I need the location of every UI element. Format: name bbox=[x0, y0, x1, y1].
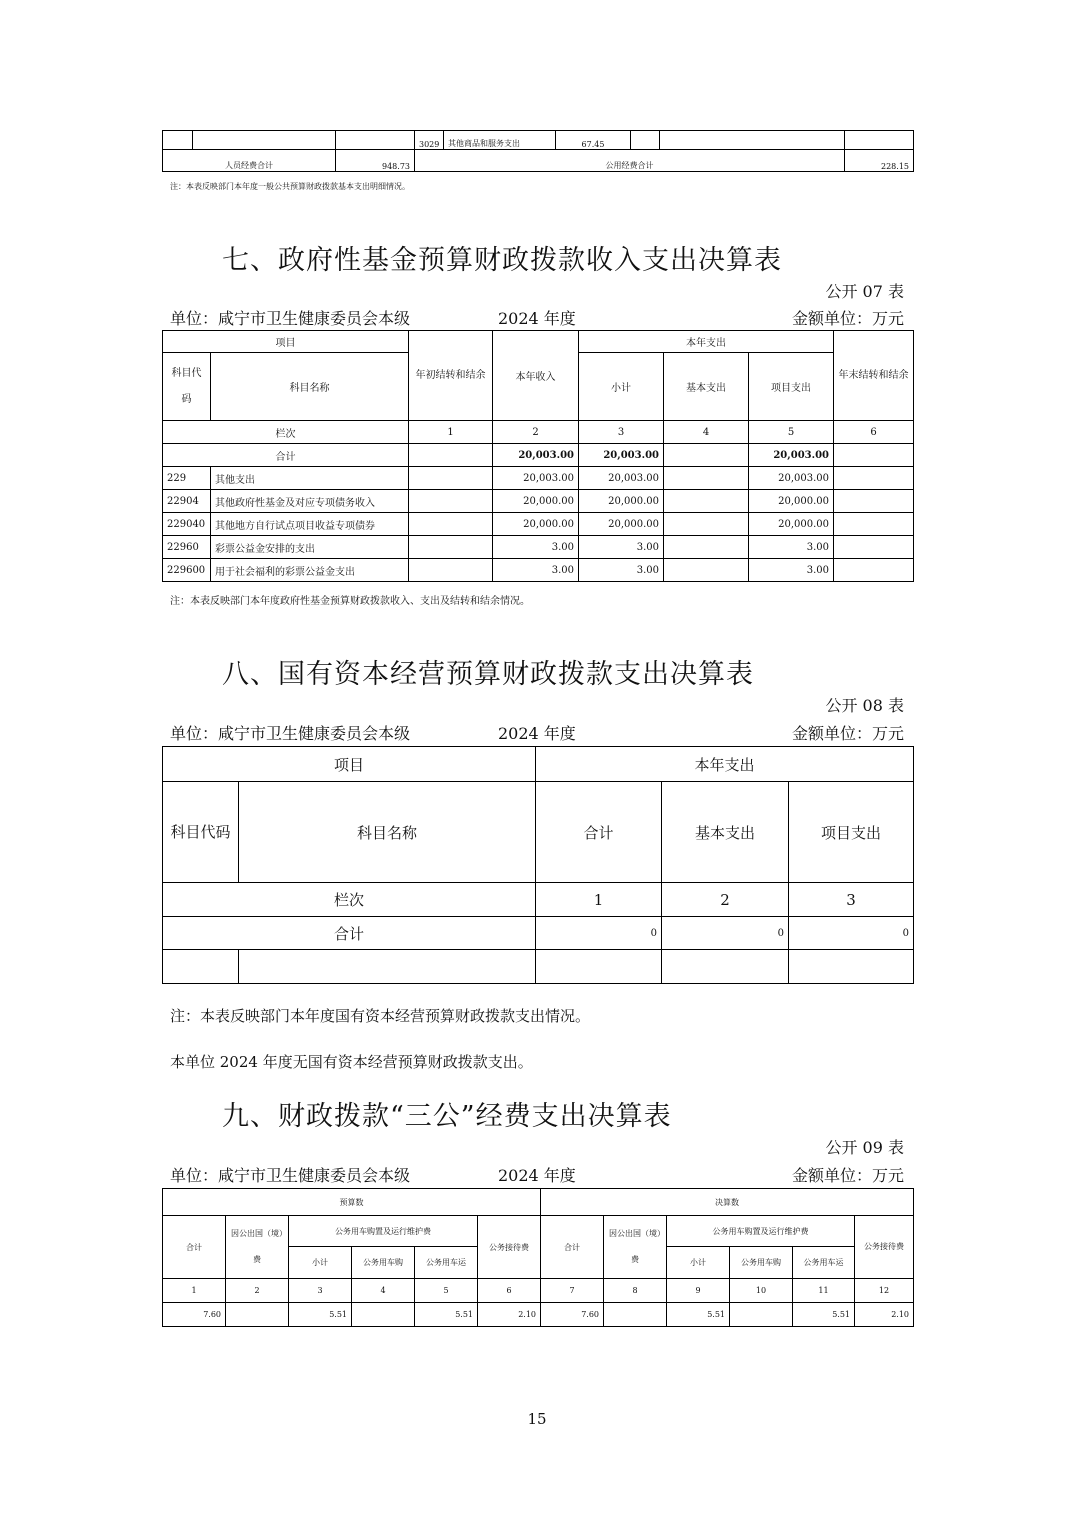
s7-row-income: 20,000.00 bbox=[493, 513, 579, 536]
s9-header-abroad: 因公出国（境）费 bbox=[604, 1216, 667, 1279]
section9-title: 九、财政拨款“三公”经费支出决算表 bbox=[222, 1101, 672, 1132]
s7-row-subtotal: 20,000.00 bbox=[579, 513, 664, 536]
s7-row-income: 3.00 bbox=[493, 536, 579, 559]
blank-cell bbox=[163, 950, 239, 984]
s8-col-label: 栏次 bbox=[163, 883, 536, 917]
section8-note: 注：本表反映部门本年度国有资本经营预算财政拨款支出情况。 bbox=[170, 1007, 591, 1025]
s7-row-name: 其他支出 bbox=[211, 467, 409, 490]
s7-col-num: 2 bbox=[493, 421, 579, 444]
table-row bbox=[163, 513, 914, 536]
s7-row-basic bbox=[664, 559, 749, 582]
s7-row-end bbox=[834, 513, 914, 536]
s9-value: 2.10 bbox=[855, 1303, 914, 1327]
blank-cell bbox=[193, 131, 336, 150]
s9-header-car-buy: 公务用车购 bbox=[352, 1247, 415, 1279]
top-fragment-table bbox=[162, 130, 914, 172]
s7-row-name: 彩票公益金安排的支出 bbox=[211, 536, 409, 559]
s9-value: 5.51 bbox=[289, 1303, 352, 1327]
blank-cell bbox=[536, 950, 662, 984]
table-row bbox=[163, 1303, 914, 1327]
s7-row-subtotal: 3.00 bbox=[579, 536, 664, 559]
s7-row-code: 229040 bbox=[163, 513, 211, 536]
s8-total-value: 0 bbox=[662, 917, 789, 950]
s7-total-begin bbox=[409, 444, 493, 467]
s9-header-reception: 公务接待费 bbox=[478, 1216, 541, 1279]
s9-value bbox=[226, 1303, 289, 1327]
s9-value bbox=[604, 1303, 667, 1327]
s7-row-begin bbox=[409, 467, 493, 490]
s8-total-value: 0 bbox=[789, 917, 914, 950]
s9-col-num: 1 bbox=[163, 1279, 226, 1303]
s7-row-subtotal: 20,003.00 bbox=[579, 467, 664, 490]
s7-col-num: 6 bbox=[834, 421, 914, 444]
s7-total-subtotal: 20,003.00 bbox=[579, 444, 664, 467]
s9-header-car-buy: 公务用车购 bbox=[730, 1247, 793, 1279]
section8-table bbox=[162, 746, 914, 984]
s7-row-begin bbox=[409, 536, 493, 559]
page-number: 15 bbox=[527, 1410, 547, 1428]
s7-header-code: 科目代码 bbox=[163, 353, 211, 421]
public-label-cell: 公用经费合计 bbox=[415, 150, 845, 172]
s7-col-num: 1 bbox=[409, 421, 493, 444]
section8-statement: 本单位 2024 年度无国有资本经营预算财政拨款支出。 bbox=[170, 1053, 533, 1071]
personnel-value-cell: 948.73 bbox=[336, 150, 415, 172]
top-note: 注：本表反映部门本年度一般公共预算财政拨款基本支出明细情况。 bbox=[170, 182, 410, 191]
s7-row-begin bbox=[409, 559, 493, 582]
s7-header-item: 项目支出 bbox=[749, 353, 834, 421]
s9-header-final: 决算数 bbox=[541, 1189, 914, 1216]
s8-header-expense: 本年支出 bbox=[536, 747, 914, 782]
s8-col-num: 2 bbox=[662, 883, 789, 917]
s7-row-item: 20,000.00 bbox=[749, 513, 834, 536]
s9-col-num: 8 bbox=[604, 1279, 667, 1303]
s9-col-num: 7 bbox=[541, 1279, 604, 1303]
s9-header-subtotal: 小计 bbox=[289, 1247, 352, 1279]
s9-col-num: 10 bbox=[730, 1279, 793, 1303]
s7-total-label: 合计 bbox=[163, 444, 409, 467]
s7-total-item: 20,003.00 bbox=[749, 444, 834, 467]
s7-row-income: 3.00 bbox=[493, 559, 579, 582]
s7-row-name: 其他地方自行试点项目收益专项债券 bbox=[211, 513, 409, 536]
section8-title: 八、国有资本经营预算财政拨款支出决算表 bbox=[222, 659, 754, 690]
section8-form-number: 公开 08 表 bbox=[825, 696, 904, 715]
s8-header-name: 科目名称 bbox=[239, 782, 536, 883]
s8-header-total: 合计 bbox=[536, 782, 662, 883]
section7-year: 2024 年度 bbox=[498, 309, 576, 328]
personnel-label-cell: 人员经费合计 bbox=[163, 150, 336, 172]
section8-year: 2024 年度 bbox=[498, 724, 576, 743]
s7-header-subtotal: 小计 bbox=[579, 353, 664, 421]
blank-cell bbox=[660, 131, 845, 150]
blank-cell bbox=[163, 131, 193, 150]
s7-row-basic bbox=[664, 467, 749, 490]
s7-col-num: 4 bbox=[664, 421, 749, 444]
section9-unit: 单位：咸宁市卫生健康委员会本级 bbox=[170, 1166, 411, 1185]
s9-header-car-run: 公务用车运 bbox=[415, 1247, 478, 1279]
s7-row-item: 20,000.00 bbox=[749, 490, 834, 513]
s9-header-car: 公务用车购置及运行维护费 bbox=[289, 1216, 478, 1247]
s9-value: 5.51 bbox=[667, 1303, 730, 1327]
s9-header-abroad: 因公出国（境）费 bbox=[226, 1216, 289, 1279]
s9-col-num: 9 bbox=[667, 1279, 730, 1303]
s8-header-code: 科目代码 bbox=[163, 782, 239, 883]
s8-col-num: 3 bbox=[789, 883, 914, 917]
s7-header-name: 科目名称 bbox=[211, 353, 409, 421]
s7-header-expense: 本年支出 bbox=[579, 331, 834, 353]
s8-header-basic: 基本支出 bbox=[662, 782, 789, 883]
s8-total-label: 合计 bbox=[163, 917, 536, 950]
s7-row-code: 22960 bbox=[163, 536, 211, 559]
s7-col-num: 3 bbox=[579, 421, 664, 444]
blank-cell bbox=[336, 131, 415, 150]
blank-cell bbox=[845, 131, 914, 150]
s9-value: 2.10 bbox=[478, 1303, 541, 1327]
section9-table bbox=[162, 1188, 914, 1327]
top-value-cell: 67.45 bbox=[556, 131, 631, 150]
s9-header-total: 合计 bbox=[541, 1216, 604, 1279]
table-row bbox=[163, 536, 914, 559]
section8-unit: 单位：咸宁市卫生健康委员会本级 bbox=[170, 724, 411, 743]
section9-money-unit: 金额单位：万元 bbox=[791, 1166, 904, 1185]
s7-row-item: 20,003.00 bbox=[749, 467, 834, 490]
s9-header-total: 合计 bbox=[163, 1216, 226, 1279]
section9-year: 2024 年度 bbox=[498, 1166, 576, 1185]
section7-title: 七、政府性基金预算财政拨款收入支出决算表 bbox=[222, 245, 782, 276]
s9-col-num: 12 bbox=[855, 1279, 914, 1303]
s8-header-project: 项目 bbox=[163, 747, 536, 782]
s7-row-end bbox=[834, 467, 914, 490]
section7-unit: 单位：咸宁市卫生健康委员会本级 bbox=[170, 309, 411, 328]
s9-value: 7.60 bbox=[541, 1303, 604, 1327]
s9-col-num: 11 bbox=[793, 1279, 855, 1303]
s9-header-budget: 预算数 bbox=[163, 1189, 541, 1216]
s9-header-reception: 公务接待费 bbox=[855, 1216, 914, 1279]
public-value-cell: 228.15 bbox=[845, 150, 914, 172]
s7-header-begin-balance: 年初结转和结余 bbox=[409, 331, 493, 421]
s7-header-end-balance: 年末结转和结余 bbox=[834, 331, 914, 421]
s7-col-num: 5 bbox=[749, 421, 834, 444]
section7-note: 注：本表反映部门本年度政府性基金预算财政拨款收入、支出及结转和结余情况。 bbox=[170, 596, 530, 607]
s7-row-item: 3.00 bbox=[749, 559, 834, 582]
blank-cell bbox=[239, 950, 536, 984]
s7-total-income: 20,003.00 bbox=[493, 444, 579, 467]
s7-row-name: 其他政府性基金及对应专项债务收入 bbox=[211, 490, 409, 513]
s7-row-income: 20,003.00 bbox=[493, 467, 579, 490]
s9-value bbox=[352, 1303, 415, 1327]
s7-row-code: 229600 bbox=[163, 559, 211, 582]
s7-col-label: 栏次 bbox=[163, 421, 409, 444]
s8-header-item: 项目支出 bbox=[789, 782, 914, 883]
table-row bbox=[163, 467, 914, 490]
s7-row-begin bbox=[409, 513, 493, 536]
s9-value: 5.51 bbox=[793, 1303, 855, 1327]
s9-header-subtotal: 小计 bbox=[667, 1247, 730, 1279]
s7-row-basic bbox=[664, 490, 749, 513]
s7-total-end bbox=[834, 444, 914, 467]
s7-row-subtotal: 3.00 bbox=[579, 559, 664, 582]
s7-row-end bbox=[834, 559, 914, 582]
s7-row-begin bbox=[409, 490, 493, 513]
s9-value: 5.51 bbox=[415, 1303, 478, 1327]
s7-row-subtotal: 20,000.00 bbox=[579, 490, 664, 513]
s9-header-car-run: 公务用车运 bbox=[793, 1247, 855, 1279]
s7-row-basic bbox=[664, 513, 749, 536]
s7-row-code: 22904 bbox=[163, 490, 211, 513]
s7-row-basic bbox=[664, 536, 749, 559]
s7-row-name: 用于社会福利的彩票公益金支出 bbox=[211, 559, 409, 582]
s9-value: 7.60 bbox=[163, 1303, 226, 1327]
section7-table bbox=[162, 330, 914, 582]
s7-header-project: 项目 bbox=[163, 331, 409, 353]
blank-cell bbox=[789, 950, 914, 984]
s7-header-income: 本年收入 bbox=[493, 331, 579, 421]
table-row bbox=[163, 950, 914, 984]
top-name-cell: 其他商品和服务支出 bbox=[444, 131, 556, 150]
s7-row-end bbox=[834, 536, 914, 559]
top-code-cell: 3029 bbox=[415, 131, 444, 150]
section7-form-number: 公开 07 表 bbox=[825, 282, 904, 301]
section8-money-unit: 金额单位：万元 bbox=[791, 724, 904, 743]
s7-row-code: 229 bbox=[163, 467, 211, 490]
s9-header-car: 公务用车购置及运行维护费 bbox=[667, 1216, 855, 1247]
s9-col-num: 5 bbox=[415, 1279, 478, 1303]
s7-header-basic: 基本支出 bbox=[664, 353, 749, 421]
s8-col-num: 1 bbox=[536, 883, 662, 917]
table-row bbox=[163, 490, 914, 513]
s9-col-num: 6 bbox=[478, 1279, 541, 1303]
s9-col-num: 3 bbox=[289, 1279, 352, 1303]
section9-form-number: 公开 09 表 bbox=[825, 1138, 904, 1157]
blank-cell bbox=[662, 950, 789, 984]
s7-row-income: 20,000.00 bbox=[493, 490, 579, 513]
s7-row-end bbox=[834, 490, 914, 513]
s9-col-num: 2 bbox=[226, 1279, 289, 1303]
blank-cell bbox=[631, 131, 660, 150]
s8-total-value: 0 bbox=[536, 917, 662, 950]
table-row bbox=[163, 559, 914, 582]
section7-money-unit: 金额单位：万元 bbox=[791, 309, 904, 328]
s7-row-item: 3.00 bbox=[749, 536, 834, 559]
s7-total-basic bbox=[664, 444, 749, 467]
s9-col-num: 4 bbox=[352, 1279, 415, 1303]
s9-value bbox=[730, 1303, 793, 1327]
